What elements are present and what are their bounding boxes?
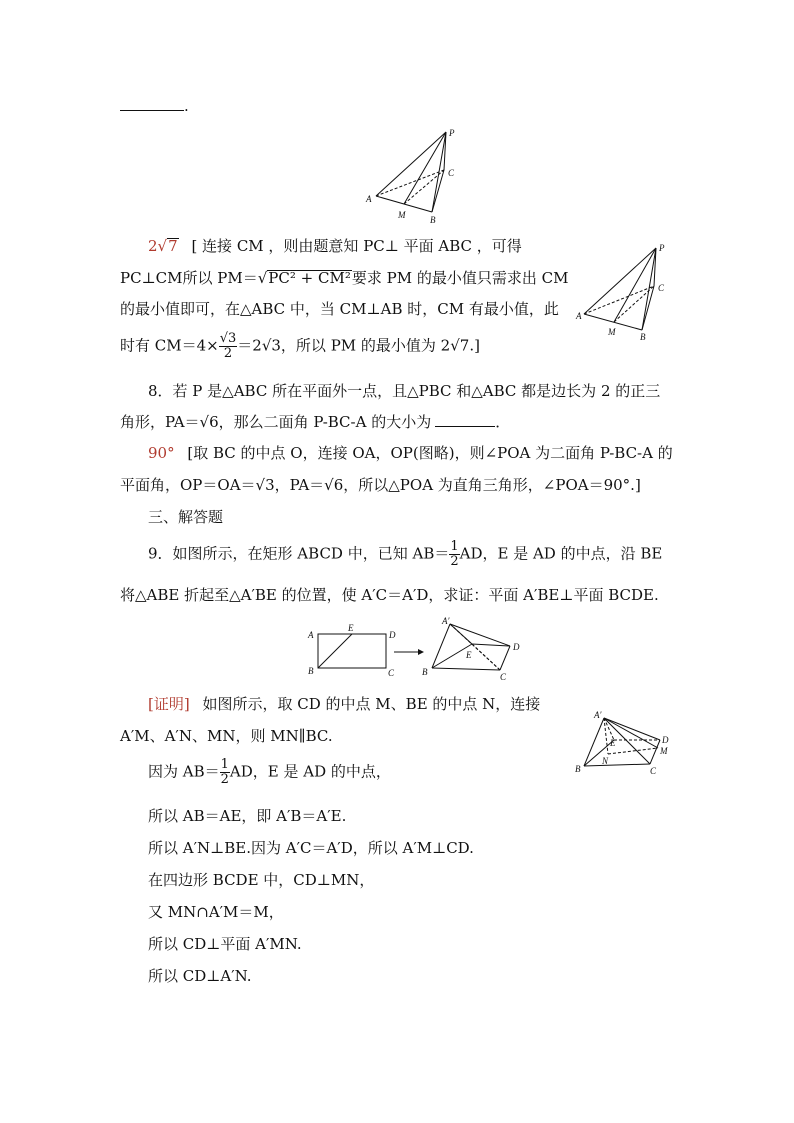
fraction: $\frac{√3}{2}$ xyxy=(219,331,237,361)
svg-text:A′: A′ xyxy=(442,616,450,626)
proof-line-3: 因为 AB＝ $\frac{1}{2}$ AD，E 是 AD 的中点， xyxy=(148,757,391,787)
svg-text:M: M xyxy=(608,327,616,337)
svg-text:C: C xyxy=(650,766,657,776)
q7-solution-line-2: PC⊥CM所以 PM＝√PC² + CM²要求 PM 的最小值只需求出 CM xyxy=(120,269,569,287)
proof-line-4: 所以 AB＝AE，即 A′B＝A′E. xyxy=(148,807,347,825)
svg-text:D: D xyxy=(389,630,396,640)
proof-line-7: 又 MN∩A′M＝M， xyxy=(148,903,284,921)
svg-text:A′: A′ xyxy=(594,710,602,720)
q8-line-1: 8．若 P 是△ABC 所在平面外一点，且△PBC 和△ABC 都是边长为 2 的正三 xyxy=(148,382,661,400)
svg-text:B: B xyxy=(308,666,314,676)
svg-text:B: B xyxy=(640,332,646,342)
proof-figure xyxy=(574,710,674,778)
svg-text:P: P xyxy=(449,128,455,138)
svg-text:A: A xyxy=(308,630,314,640)
svg-text:D: D xyxy=(662,735,669,745)
q8-solution-line-2: 平面角，OP＝OA＝√3，PA＝√6，所以△POA 为直角三角形，∠POA＝90°.] xyxy=(120,476,641,494)
q9-line-2: 将△ABE 折起至△A′BE 的位置，使 A′C＝A′D，求证：平面 A′BE⊥平面 BCDE. xyxy=(120,586,659,604)
q8-answer: 90° xyxy=(148,444,175,462)
proof-line-1: [证明] 如图所示，取 CD 的中点 M、BE 的中点 N，连接 xyxy=(148,695,541,713)
svg-text:E: E xyxy=(466,650,472,660)
svg-text:B: B xyxy=(422,667,428,677)
svg-text:C: C xyxy=(658,283,665,293)
proof-line-8: 所以 CD⊥平面 A′MN. xyxy=(148,935,302,953)
q7-solution-line-3: 的最小值即可，在△ABC 中，当 CM⊥AB 时，CM 有最小值，此 xyxy=(120,300,559,318)
q7-answer: 2√7 xyxy=(148,237,178,255)
q9-line-1: 9．如图所示，在矩形 ABCD 中，已知 AB＝ $\frac{1}{2}$ AD，E 是 AD 的中点，沿 BE xyxy=(148,539,663,569)
fraction: $\frac{1}{2}$ xyxy=(220,757,229,787)
svg-text:D: D xyxy=(513,642,520,652)
proof-line-9: 所以 CD⊥A′N. xyxy=(148,967,252,985)
svg-text:C: C xyxy=(500,672,507,682)
svg-text:A: A xyxy=(366,194,372,204)
svg-text:M: M xyxy=(660,746,668,756)
q7-solution-line-4: 时有 CM＝4× $\frac{√3}{2}$ ＝2√3，所以 PM 的最小值为 2√7.] xyxy=(120,331,480,361)
proof-line-6: 在四边形 BCDE 中，CD⊥MN， xyxy=(148,871,375,889)
svg-text:E: E xyxy=(348,623,354,633)
svg-text:B: B xyxy=(430,215,436,225)
svg-text:B: B xyxy=(575,764,581,774)
proof-line-2: A′M、A′N、MN，则 MN∥BC. xyxy=(120,727,333,745)
svg-text:M: M xyxy=(398,210,406,220)
svg-text:P: P xyxy=(659,243,665,253)
rectangle-fold-figure xyxy=(304,616,534,688)
svg-text:E: E xyxy=(610,738,616,748)
proof-tag: [证明] xyxy=(148,695,190,713)
section-heading: 三、解答题 xyxy=(148,508,224,526)
svg-text:A: A xyxy=(576,311,582,321)
svg-text:C: C xyxy=(448,168,455,178)
fraction: $\frac{1}{2}$ xyxy=(450,539,459,569)
q7-solution-line-1: 2√7 [ 连接 CM ，则由题意知 PC⊥ 平面 ABC ，可得 xyxy=(148,237,522,255)
q8-line-2: 角形，PA＝√6，那么二面角 P-BC-A 的大小为 ． xyxy=(120,413,511,431)
q8-solution-line-1: 90° [取 BC 的中点 O，连接 OA，OP(图略)，则∠POA 为二面角 P-BC-A 的 xyxy=(148,444,673,462)
tetrahedron-figure-2 xyxy=(574,240,674,340)
proof-line-5: 所以 A′N⊥BE.因为 A′C＝A′D，所以 A′M⊥CD. xyxy=(148,839,474,857)
svg-text:N: N xyxy=(602,756,609,766)
previous-answer-blank: . xyxy=(120,96,189,116)
svg-text:C: C xyxy=(388,668,395,678)
tetrahedron-figure-1 xyxy=(360,124,470,224)
